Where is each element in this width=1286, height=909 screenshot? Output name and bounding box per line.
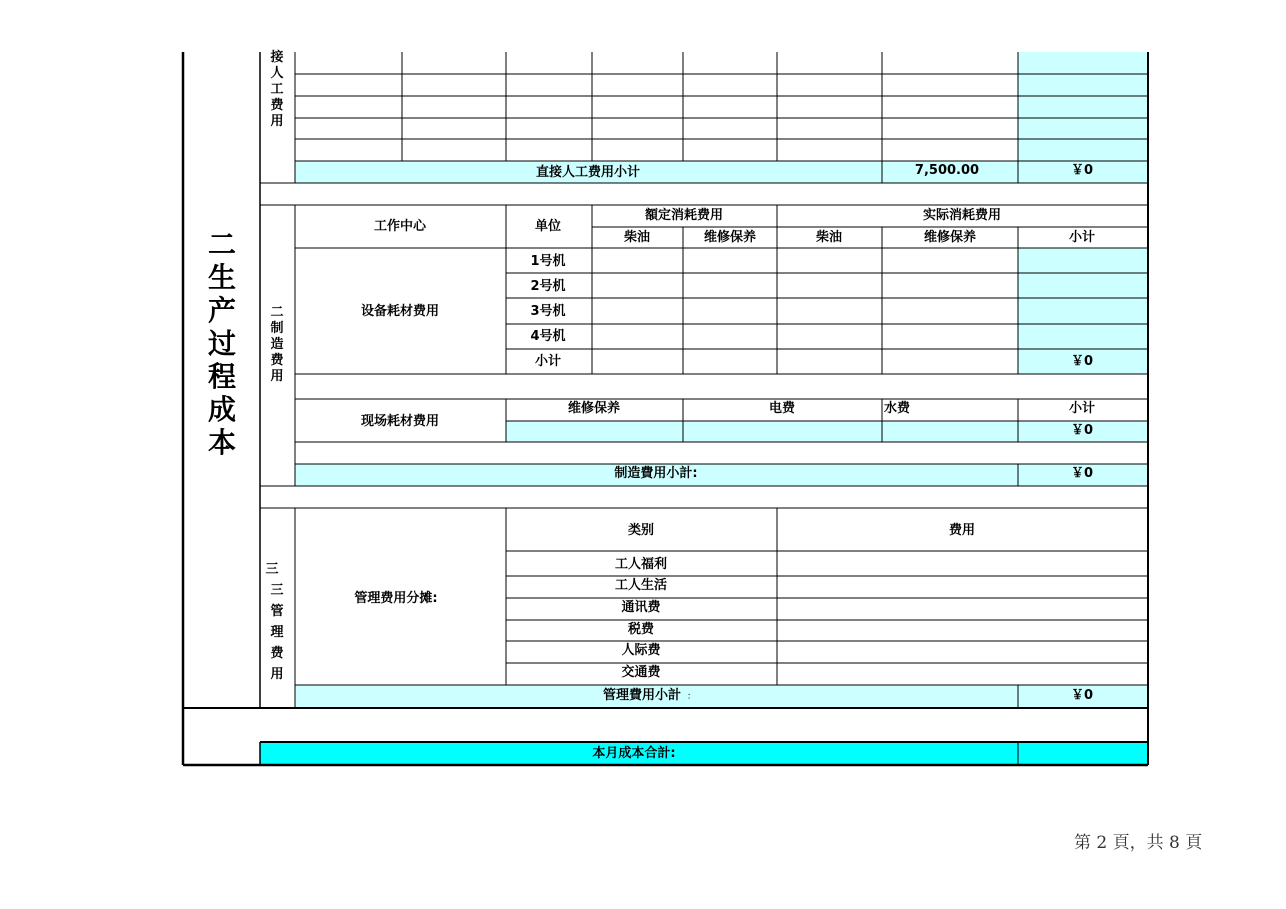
category-row-label: 人际费 [621, 643, 661, 658]
header-cost: 费用 [948, 523, 976, 538]
management-allocation-label: 管理费用分摊: [354, 591, 438, 606]
section-label-management: 三管理费用 [270, 583, 284, 682]
equipment-consumables-label: 设备耗材费用 [360, 304, 440, 319]
site-col-subtotal: 小计 [1068, 401, 1096, 416]
col-maintenance-rated: 维修保养 [703, 230, 757, 245]
header-unit: 单位 [534, 219, 562, 234]
header-rated-consumption: 額定消耗费用 [644, 208, 724, 223]
site-col-maintenance: 维修保养 [567, 401, 621, 416]
col-maintenance-actual: 维修保养 [923, 230, 977, 245]
category-row-label: 工人生活 [614, 578, 668, 593]
site-col-electricity: 电费 [768, 401, 796, 416]
section-label-management-number: 三 [265, 562, 279, 577]
machine-row-label: 3号机 [530, 304, 566, 319]
manufacturing-total-label: 制造費用小計: [614, 466, 698, 481]
site-col-water: 水费 [884, 401, 911, 416]
header-work-center: 工作中心 [373, 219, 427, 234]
section-label-manufacturing: 二制造费用 [270, 305, 284, 384]
category-row-label: 交通费 [621, 665, 661, 680]
category-row-label: 税费 [627, 622, 655, 637]
month-total-label: 本月成本合計: [592, 746, 676, 761]
machine-subtotal-label: 小计 [534, 354, 562, 369]
col-subtotal: 小计 [1068, 230, 1096, 245]
machine-row-label: 4号机 [530, 329, 566, 344]
category-row-label: 工人福利 [614, 557, 668, 572]
equipment-subtotal-value: ￥0 [1070, 354, 1094, 369]
labor-subtotal-total: ￥0 [1070, 163, 1094, 178]
col-diesel-actual: 柴油 [815, 230, 843, 245]
manufacturing-total-value: ￥0 [1070, 466, 1094, 481]
header-actual-consumption: 实际消耗费用 [922, 208, 1002, 223]
section-title-production-cost: 二生产过程成本 [207, 228, 236, 459]
labor-subtotal-amount: 7,500.00 [914, 163, 980, 178]
site-subtotal-value: ￥0 [1070, 423, 1094, 438]
management-total-label: 管理費用小計 ： [603, 688, 697, 703]
col-diesel-rated: 柴油 [623, 230, 651, 245]
section-label-direct-labor: 接人工费用 [270, 50, 284, 129]
category-row-label: 通讯费 [621, 600, 661, 615]
header-category: 类别 [627, 523, 655, 538]
management-total-value: ￥0 [1070, 688, 1094, 703]
machine-row-label: 1号机 [530, 254, 566, 269]
site-consumables-label: 现场耗材费用 [360, 414, 440, 429]
labor-subtotal-label: 直接人工费用小计 [535, 165, 641, 180]
page-footer: 第 2 頁，共 8 頁 [1074, 833, 1203, 853]
machine-row-label: 2号机 [530, 279, 566, 294]
